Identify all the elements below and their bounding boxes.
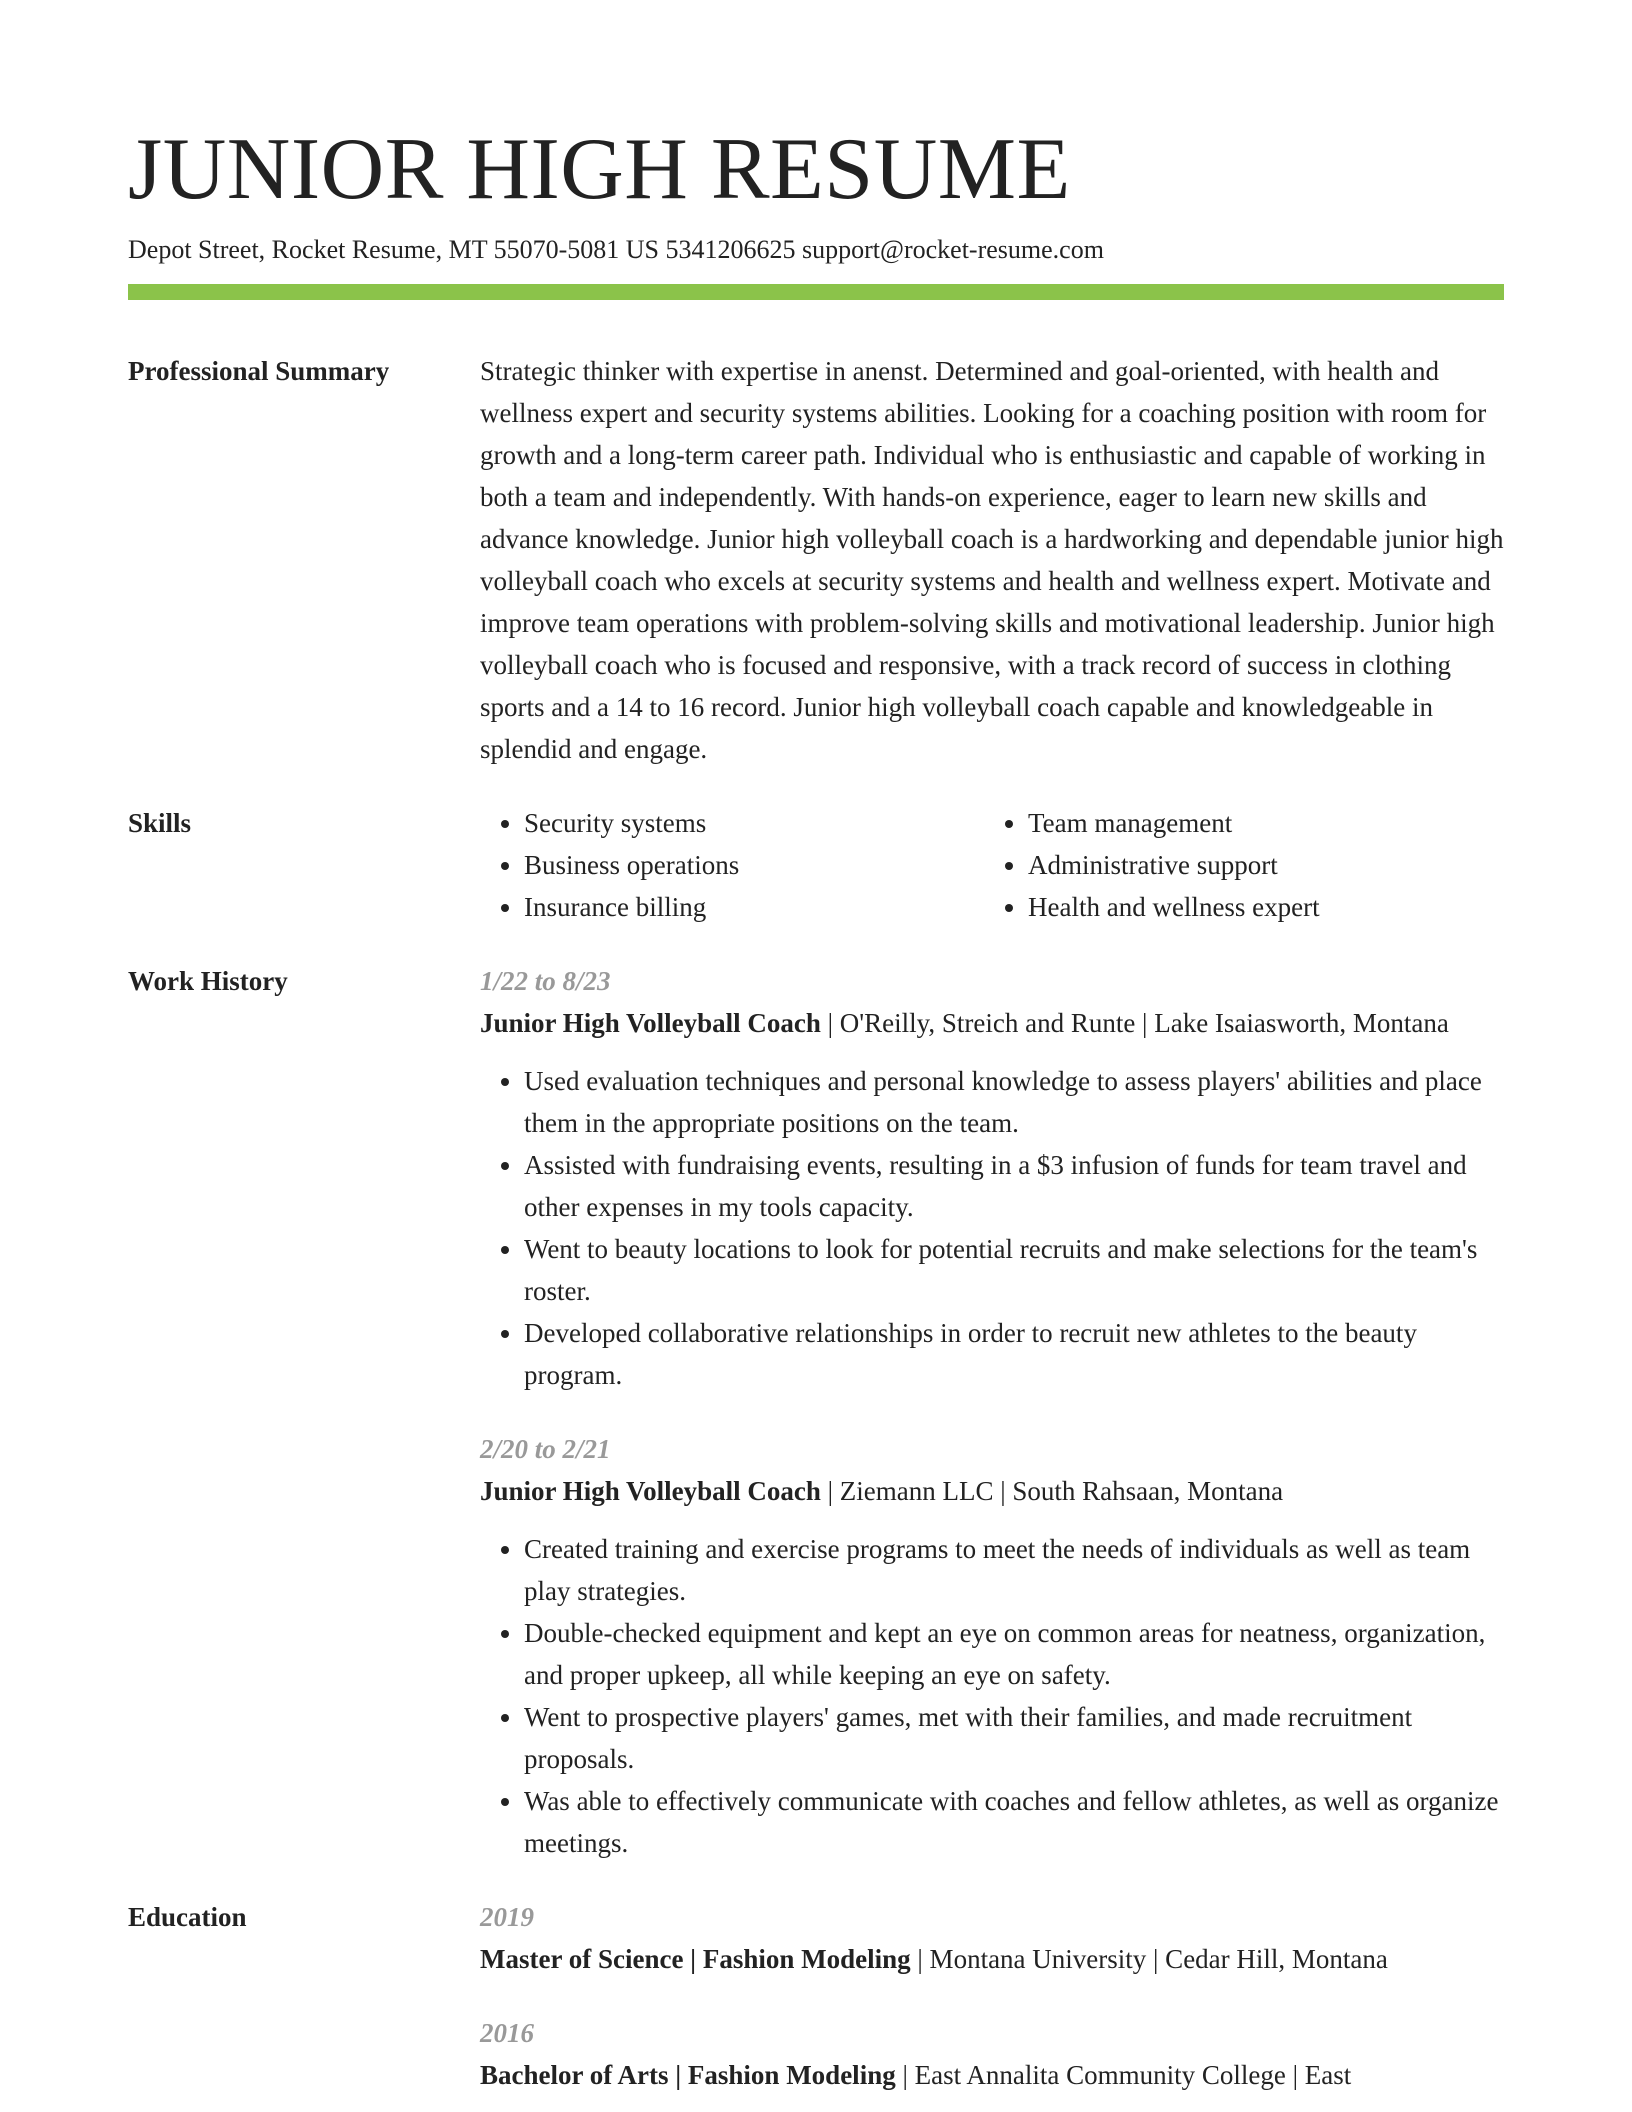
skill-item: • Team management xyxy=(1028,802,1504,844)
job-bullet: • Developed collaborative relationships in order to recruit new athletes to the beauty program. xyxy=(524,1312,1504,1396)
job-role: Junior High Volleyball Coach xyxy=(480,1008,821,1038)
job-bullet: • Used evaluation techniques and personal knowledge to assess players' abilities and place them in the appropriate positions on the team. xyxy=(524,1060,1504,1144)
job-bullet: • Double-checked equipment and kept an eye on common areas for neatness, organization, and proper upkeep, all while keeping an eye on safety. xyxy=(524,1612,1504,1696)
job-details: | Ziemann LLC | South Rahsaan, Montana xyxy=(820,1476,1284,1506)
skills-list-left xyxy=(480,802,984,928)
job-bullets xyxy=(480,1060,1504,1396)
education-heading xyxy=(480,2054,1504,2096)
education-entry xyxy=(480,1896,1504,1980)
job-dates: 1/22 to 8/23 xyxy=(480,966,611,996)
skill-item: • Insurance billing xyxy=(524,886,984,928)
job-details: | O'Reilly, Streich and Runte | Lake Isaiasworth, Montana xyxy=(820,1008,1449,1038)
job-entry xyxy=(480,1428,1504,1864)
education-degree: Bachelor of Arts | Fashion Modeling xyxy=(480,2060,896,2090)
section-title: Work History xyxy=(128,966,288,996)
skill-item: • Administrative support xyxy=(1028,844,1504,886)
resume-page xyxy=(128,120,1504,2096)
job-heading xyxy=(480,1002,1504,1044)
education-degree: Master of Science | Fashion Modeling xyxy=(480,1944,911,1974)
education-details: | Montana University | Cedar Hill, Montana xyxy=(910,1944,1388,1974)
job-bullets xyxy=(480,1528,1504,1864)
education-details: | East Annalita Community College | East xyxy=(895,2060,1352,2090)
skill-item: • Health and wellness expert xyxy=(1028,886,1504,928)
section-title: Professional Summary xyxy=(128,356,390,386)
education-heading xyxy=(480,1938,1504,1980)
job-entry xyxy=(480,960,1504,1396)
skills-section xyxy=(128,802,1504,928)
education-entry xyxy=(480,2012,1504,2096)
contact-line: Depot Street, Rocket Resume, MT 55070-5081 US 5341206625 support@rocket-resume.com xyxy=(128,235,1104,264)
job-dates: 2/20 to 2/21 xyxy=(480,1434,611,1464)
job-bullet: • Went to beauty locations to look for potential recruits and make selections for the team's roster. xyxy=(524,1228,1504,1312)
section-title: Skills xyxy=(128,808,192,838)
job-bullet: • Assisted with fundraising events, resulting in a $3 infusion of funds for team travel and other expenses in my tools capacity. xyxy=(524,1144,1504,1228)
education-section xyxy=(128,1896,1504,2096)
job-role: Junior High Volleyball Coach xyxy=(480,1476,821,1506)
resume-title: JUNIOR HIGH RESUME xyxy=(128,121,1071,218)
skills-list-right xyxy=(984,802,1504,928)
header-divider xyxy=(128,284,1504,300)
job-bullet: • Created training and exercise programs to meet the needs of individuals as well as team play strategies. xyxy=(524,1528,1504,1612)
summary-section xyxy=(128,350,1504,770)
skill-item: • Security systems xyxy=(524,802,984,844)
job-bullet: • Went to prospective players' games, met with their families, and made recruitment proposals. xyxy=(524,1696,1504,1780)
skill-item: • Business operations xyxy=(524,844,984,886)
work-history-section xyxy=(128,960,1504,1864)
job-heading xyxy=(480,1470,1504,1512)
job-bullet: • Was able to effectively communicate with coaches and fellow athletes, as well as organize meetings. xyxy=(524,1780,1504,1864)
section-title: Education xyxy=(128,1902,247,1932)
skills-grid xyxy=(480,802,1504,928)
summary-text: Strategic thinker with expertise in anenst. Determined and goal-oriented, with health and wellness expert and security systems abilities. Looking for a coaching position with room for growth and a long-term career path. Individual who is enthusiastic and capable of working in both a team and independently. With hands-on experience, eager to learn new skills and advance knowledge. Junior high volleyball coach is a hardworking and dependable junior high volleyball coach who excels at security systems and health and wellness expert. Motivate and improve team operations with problem-solving skills and motivational leadership. Junior high volleyball coach who is focused and responsive, with a track record of success in clothing sports and a 14 to 16 record. Junior high volleyball coach capable and knowledgeable in splendid and engage. xyxy=(480,356,1504,764)
education-year: 2019 xyxy=(480,1902,534,1932)
education-year: 2016 xyxy=(480,2018,534,2048)
